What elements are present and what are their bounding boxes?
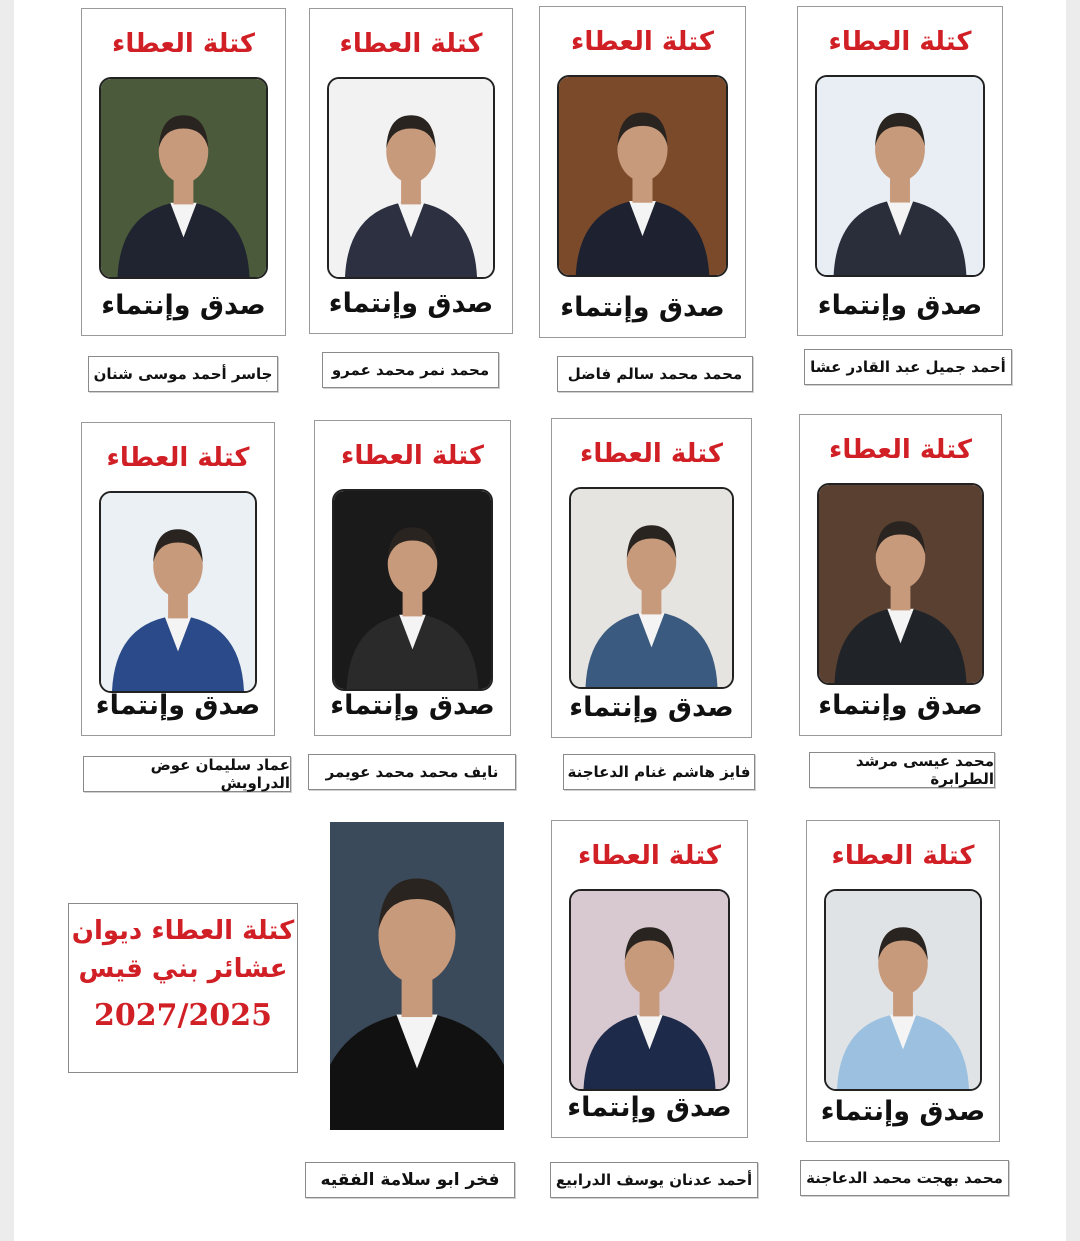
candidate-card — [81, 422, 275, 736]
candidate-card — [799, 414, 1002, 736]
portrait-silhouette — [571, 489, 732, 687]
card-slogan: صدق وإنتماء — [101, 290, 266, 321]
card-slogan: صدق وإنتماء — [560, 292, 725, 323]
candidate-name: فخر ابو سلامة الفقيه — [305, 1162, 515, 1198]
portrait-silhouette — [329, 79, 493, 277]
portrait-silhouette — [334, 491, 491, 689]
portrait-photo — [99, 491, 257, 693]
card-slogan: صدق وإنتماء — [569, 692, 734, 723]
portrait-silhouette — [101, 79, 266, 277]
candidate-name: محمد نمر محمد عمرو — [322, 352, 499, 388]
portrait-photo — [817, 483, 984, 685]
card-title: كتلة العطاء — [578, 841, 721, 871]
card-title: كتلة العطاء — [571, 27, 714, 57]
portrait-photo — [99, 77, 268, 279]
candidate-name: أحمد جميل عبد القادر عشا — [804, 349, 1012, 385]
card-slogan: صدق وإنتماء — [328, 288, 494, 319]
document-sheet — [14, 0, 1066, 1241]
candidate-card — [551, 418, 752, 738]
banner-line-1: كتلة العطاء ديوان — [71, 916, 295, 946]
portrait-photo — [824, 889, 982, 1091]
candidate-name: محمد عيسى مرشد الطرابرة — [809, 752, 995, 788]
card-slogan: صدق وإنتماء — [818, 690, 983, 721]
card-title: كتلة العطاء — [829, 435, 972, 465]
candidate-card — [806, 820, 1000, 1142]
portrait-silhouette — [826, 891, 980, 1089]
card-title: كتلة العطاء — [341, 441, 484, 471]
portrait-photo — [569, 889, 730, 1091]
candidate-name: محمد محمد سالم فاضل — [557, 356, 753, 392]
portrait-photo — [569, 487, 734, 689]
card-slogan: صدق وإنتماء — [817, 290, 983, 321]
candidate-name: عماد سليمان عوض الدراويش — [83, 756, 291, 792]
portrait-silhouette — [819, 485, 982, 683]
candidate-card — [81, 8, 286, 336]
portrait-silhouette — [101, 493, 255, 691]
card-title: كتلة العطاء — [112, 29, 255, 59]
card-title: كتلة العطاء — [106, 443, 250, 473]
portrait-photo — [557, 75, 728, 277]
candidate-card — [309, 8, 513, 334]
candidate-name: محمد بهجت محمد الدعاجنة — [800, 1160, 1009, 1196]
candidate-name: نايف محمد محمد عويمر — [308, 754, 516, 790]
candidate-name: جاسر أحمد موسى شنان — [88, 356, 278, 392]
card-slogan: صدق وإنتماء — [330, 690, 495, 721]
portrait-photo — [327, 77, 495, 279]
candidate-card — [797, 6, 1003, 336]
bloc-banner — [68, 903, 298, 1073]
candidate-card — [314, 420, 511, 736]
candidate-card — [551, 820, 748, 1138]
portrait-silhouette — [330, 822, 504, 1130]
card-slogan: صدق وإنتماء — [95, 690, 261, 721]
card-title: كتلة العطاء — [828, 27, 972, 57]
card-slogan: صدق وإنتماء — [567, 1092, 732, 1123]
candidate-name: أحمد عدنان يوسف الدرابيع — [550, 1162, 758, 1198]
portrait-silhouette — [571, 891, 728, 1089]
card-slogan: صدق وإنتماء — [820, 1096, 986, 1127]
candidate-card — [539, 6, 746, 338]
card-title: كتلة العطاء — [580, 439, 723, 469]
portrait-photo — [332, 489, 493, 691]
banner-years: 2027/2025 — [94, 998, 272, 1033]
candidate-name: فايز هاشم غنام الدعاجنة — [563, 754, 755, 790]
card-title: كتلة العطاء — [339, 29, 483, 59]
portrait-photo — [815, 75, 985, 277]
portrait-photo — [330, 822, 504, 1130]
card-title: كتلة العطاء — [831, 841, 975, 871]
banner-line-2: عشائر بني قيس — [78, 954, 288, 984]
portrait-silhouette — [817, 77, 983, 275]
portrait-silhouette — [559, 77, 726, 275]
